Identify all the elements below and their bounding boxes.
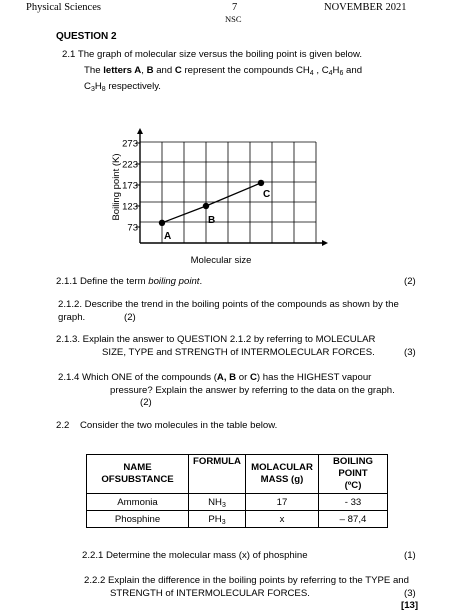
q2-1-2-line-2: graph. bbox=[58, 312, 86, 323]
chart-grid bbox=[140, 142, 316, 243]
data-point-label: B bbox=[208, 215, 216, 226]
q2-2-2-line-1: 2.2.2 Explain the difference in the boiling points by referring to the TYPE and bbox=[84, 575, 409, 586]
table-row bbox=[87, 494, 388, 511]
q2-1-intro: 2.1 The graph of molecular size versus the boiling point is given below. bbox=[62, 49, 363, 60]
data-point-a bbox=[159, 220, 165, 226]
q2-1-2-line-1: 2.1.2. Describe the trend in the boiling points of the compounds as shown by the bbox=[58, 299, 399, 310]
table-header: MOLACULAR MASS (g) bbox=[246, 455, 319, 494]
table-cell: - 33 bbox=[319, 494, 388, 511]
q2-2-2-line-2: STRENGTH of INTERMOLECULAR FORCES. bbox=[110, 588, 310, 599]
chart-y-axis-label: Boiling point (K) bbox=[111, 153, 122, 221]
chart-x-axis-label: Molecular size bbox=[190, 255, 252, 266]
q2-1-2-marks: (2) bbox=[124, 312, 136, 323]
q2-1-compounds-line-2: $C_3H_8$ respectively. bbox=[84, 81, 161, 93]
table-row bbox=[87, 511, 388, 528]
x-axis-arrow bbox=[322, 240, 328, 246]
q2-1-1-text: 2.1.1 Define the term boiling point. bbox=[56, 276, 203, 287]
y-tick-label: 73 bbox=[127, 222, 138, 234]
q2-2-1-marks: (1) bbox=[404, 550, 416, 561]
q2-1-1-marks: (2) bbox=[404, 276, 416, 287]
y-axis-arrow bbox=[137, 128, 143, 134]
y-tick-label: 273 bbox=[122, 138, 138, 150]
q2-1-4-line-1: 2.1.4 Which ONE of the compounds (A, B or C) has the HIGHEST vapour bbox=[58, 372, 372, 383]
q2-1-4-marks: (2) bbox=[140, 397, 152, 408]
data-point-label: A bbox=[164, 230, 172, 242]
q2-1-3-line-1: 2.1.3. Explain the answer to QUESTION 2.1.2 by referring to MOLECULAR bbox=[56, 334, 376, 345]
table-header-row bbox=[87, 455, 388, 494]
table-cell: x bbox=[246, 511, 319, 528]
q2-1-compounds-line: The letters A, B and C represent the compounds $CH_4$ , $C_4H_6$ and bbox=[84, 65, 363, 77]
q2-2-1-text: 2.2.1 Determine the molecular mass (x) of phosphine bbox=[82, 550, 308, 561]
data-point-c bbox=[258, 180, 264, 186]
table-cell: Ammonia bbox=[87, 494, 189, 511]
table-cell: $NH_3$ bbox=[189, 494, 246, 511]
header-board: NSC bbox=[225, 14, 242, 24]
table-header: NAME OFSUBSTANCE bbox=[87, 455, 189, 494]
table-cell: 17 bbox=[246, 494, 319, 511]
q2-1-3-line-2: SIZE, TYPE and STRENGTH of INTERMOLECULAR FORCES. bbox=[102, 347, 375, 358]
q2-2-text: Consider the two molecules in the table below. bbox=[80, 420, 278, 431]
table-cell: Phosphine bbox=[87, 511, 189, 528]
chart-axes bbox=[137, 128, 328, 246]
table-cell: – 87,4 bbox=[319, 511, 388, 528]
y-tick-label: 123 bbox=[122, 201, 138, 213]
header-subject: Physical Sciences bbox=[26, 2, 101, 13]
q2-1-4-line-2: pressure? Explain the answer by referring to the data on the graph. bbox=[110, 385, 395, 396]
y-tick-label: 223 bbox=[122, 159, 138, 171]
q2-1-3-marks: (3) bbox=[404, 347, 416, 358]
q2-2-number: 2.2 bbox=[56, 420, 70, 431]
table-header: BOILING POINT (ºC) bbox=[319, 455, 388, 494]
q2-2-2-marks: (3) bbox=[404, 588, 416, 599]
question-title: QUESTION 2 bbox=[56, 31, 117, 42]
chart-series bbox=[159, 180, 270, 242]
data-point-b bbox=[203, 203, 209, 209]
data-point-label: C bbox=[263, 188, 271, 200]
table-cell: $PH_3$ bbox=[189, 511, 246, 528]
y-tick-label: 173 bbox=[122, 180, 138, 192]
substances-table bbox=[86, 454, 388, 528]
header-date: NOVEMBER 2021 bbox=[324, 2, 407, 13]
question-total: [13] bbox=[401, 600, 419, 611]
chart-y-ticks bbox=[122, 139, 140, 234]
table-header: FORMULA bbox=[189, 455, 246, 494]
header-page-number: 7 bbox=[232, 2, 238, 13]
